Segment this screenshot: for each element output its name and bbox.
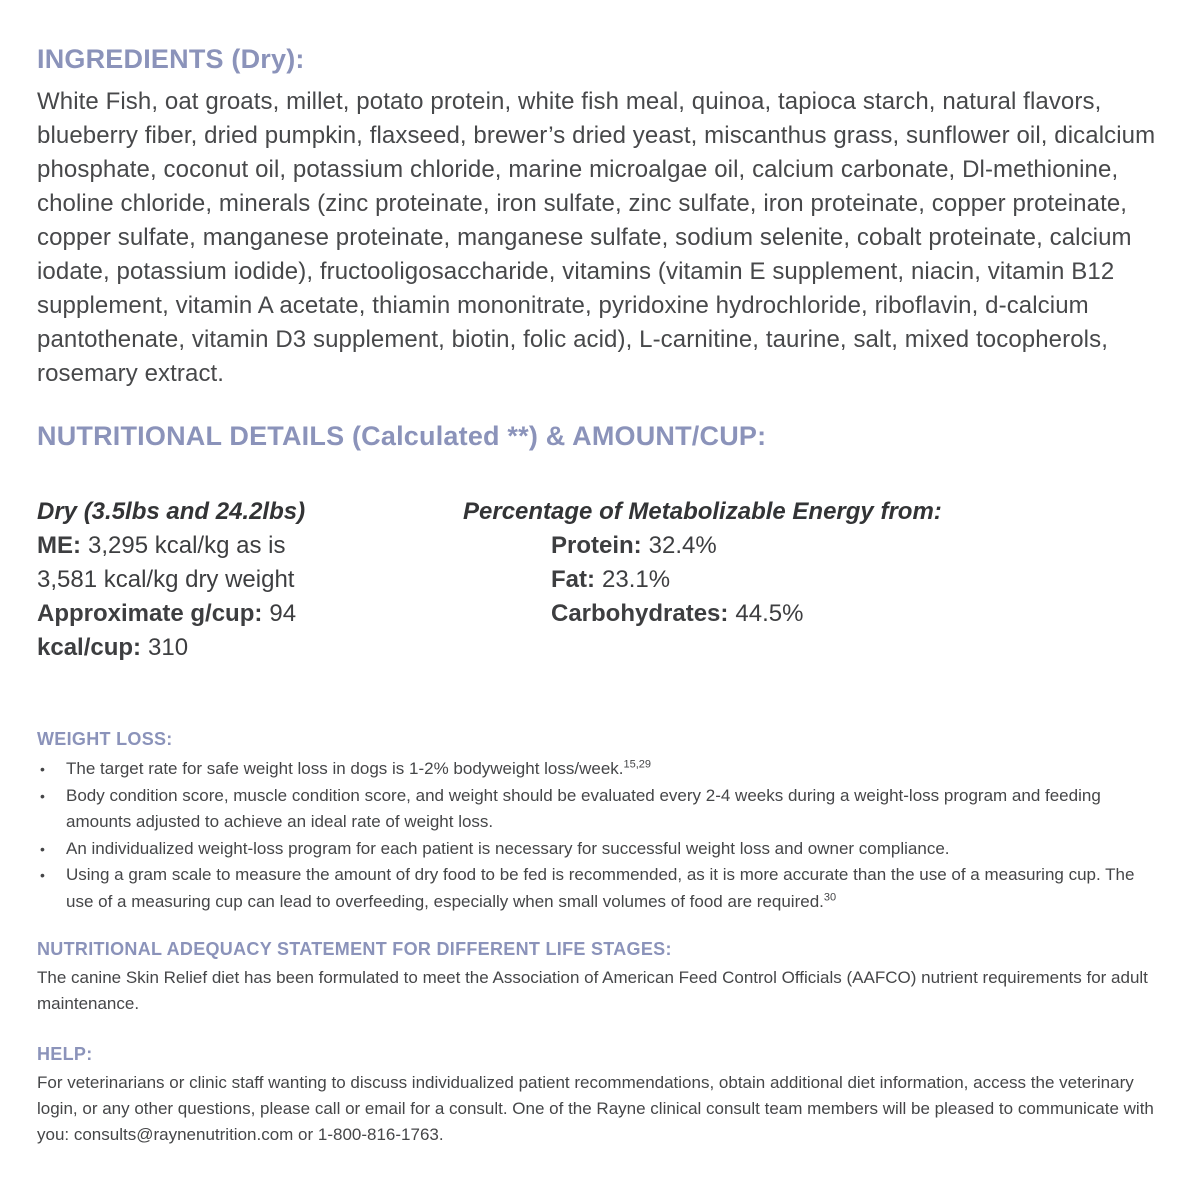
- metabolizable-energy-block: [463, 495, 942, 665]
- carbohydrates-label: Carbohydrates:: [551, 600, 729, 627]
- g-per-cup-line: [37, 597, 463, 631]
- protein-line: [551, 529, 942, 563]
- me-line: [37, 529, 463, 563]
- carbohydrates-line: [551, 597, 942, 631]
- bullet-marker: •: [40, 840, 45, 857]
- nutritional-details-section: [37, 422, 1166, 665]
- kcal-per-cup-line: [37, 631, 463, 665]
- protein-label: Protein:: [551, 532, 642, 559]
- bullet-text: An individualized weight-loss program for each patient is necessary for successful weight loss and owner compliance.: [66, 838, 950, 858]
- nutritional-adequacy-section: [37, 939, 1166, 1017]
- ingredients-section: [37, 45, 1166, 391]
- weight-loss-bullets: [37, 756, 1166, 915]
- bullet-item: [37, 836, 1166, 863]
- citation-superscript: 30: [823, 890, 837, 903]
- fat-value: 23.1%: [602, 566, 671, 593]
- nutritional-details-heading: NUTRITIONAL DETAILS (Calculated **) & AMOUNT/CUP:: [37, 421, 767, 451]
- me-value: 3,295 kcal/kg as is: [88, 532, 286, 559]
- g-per-cup-label: Approximate g/cup:: [37, 600, 263, 627]
- dry-analysis-block: [37, 495, 463, 665]
- help-heading: HELP:: [37, 1044, 93, 1064]
- citation-superscript: 15,29: [623, 758, 652, 771]
- fat-line: [551, 563, 942, 597]
- kcal-per-cup-label: kcal/cup:: [37, 634, 142, 661]
- protein-value: 32.4%: [648, 532, 717, 559]
- dry-weight-value: 3,581 kcal/kg dry weight: [37, 566, 295, 593]
- nutritional-adequacy-heading: NUTRITIONAL ADEQUACY STATEMENT FOR DIFFERENT LIFE STAGES:: [37, 939, 672, 959]
- bullet-marker: •: [40, 867, 45, 883]
- bullet-item: [37, 783, 1166, 836]
- bullet-item: [37, 862, 1166, 915]
- weight-loss-heading: WEIGHT LOSS:: [37, 729, 173, 749]
- kcal-per-cup-value: 310: [148, 634, 189, 661]
- weight-loss-section: [37, 729, 1166, 915]
- bullet-marker: •: [40, 787, 45, 804]
- bullet-text: Body condition score, muscle condition score, and weight should be evaluated every 2-4 weeks during a weight-loss program and feeding amounts adjusted to achieve an ideal rate of weight loss.: [66, 785, 1101, 831]
- ingredients-text: White Fish, oat groats, millet, potato protein, white fish meal, quinoa, tapioca starch, natural flavors, blueberry fiber, dried pumpkin, flaxseed, brewer’s dried yeast, miscanthus grass, sunflower oil, dicalcium phosphate, coconut oil, potassium chloride, marine microalgae oil, calcium carbonate, Dl-methionine, choline chloride, minerals (zinc proteinate, iron sulfate, zinc sulfate, iron proteinate, copper proteinate, copper sulfate, manganese proteinate, manganese sulfate, sodium selenite, cobalt proteinate, calcium iodate, potassium iodide), fructooligosaccharide, vitamins (vitamin E supplement, niacin, vitamin B12 supplement, vitamin A acetate, thiamin mononitrate, pyridoxine hydrochloride, riboflavin, d-calcium pantothenate, vitamin D3 supplement, biotin, folic acid), L-carnitine, taurine, salt, mixed tocopherols, rosemary extract.: [37, 88, 1156, 387]
- energy-rows: [551, 529, 942, 631]
- bullet-text: Using a gram scale to measure the amount of dry food to be fed is recommended, as it is more accurate than the use of a measuring cup. The use of a measuring cup can lead to overfeeding, especially when small volumes of food are required.$^{30}$: [66, 865, 1135, 911]
- bullet-item: [37, 756, 1166, 783]
- energy-title: Percentage of Metabolizable Energy from:: [463, 498, 942, 525]
- fat-label: Fat:: [551, 566, 595, 593]
- g-per-cup-value: 94: [269, 600, 297, 627]
- help-section: [37, 1044, 1166, 1148]
- carbohydrates-value: 44.5%: [735, 600, 804, 627]
- help-text: For veterinarians or clinic staff wanting to discuss individualized patient recommendations, obtain additional diet information, access the veterinary login, or any other questions, please call or email for a consult. One of the Rayne clinical consult team members will be pleased to communicate with you: consults@raynenutrition.com or 1-800-816-1763.: [37, 1073, 1154, 1144]
- bullet-text: The target rate for safe weight loss in dogs is 1-2% bodyweight loss/week.$^{15,29}$: [66, 758, 652, 778]
- nutritional-adequacy-text: The canine Skin Relief diet has been formulated to meet the Association of American Feed Control Officials (AAFCO) nutrient requirements for adult maintenance.: [37, 968, 1148, 1013]
- bullet-marker: •: [40, 761, 45, 777]
- dry-title: Dry (3.5lbs and 24.2lbs): [37, 498, 306, 525]
- me-label: ME:: [37, 532, 81, 559]
- dry-weight-line: [37, 563, 463, 597]
- ingredients-heading: INGREDIENTS (Dry):: [37, 44, 305, 74]
- nutritional-details-columns: [37, 495, 1166, 665]
